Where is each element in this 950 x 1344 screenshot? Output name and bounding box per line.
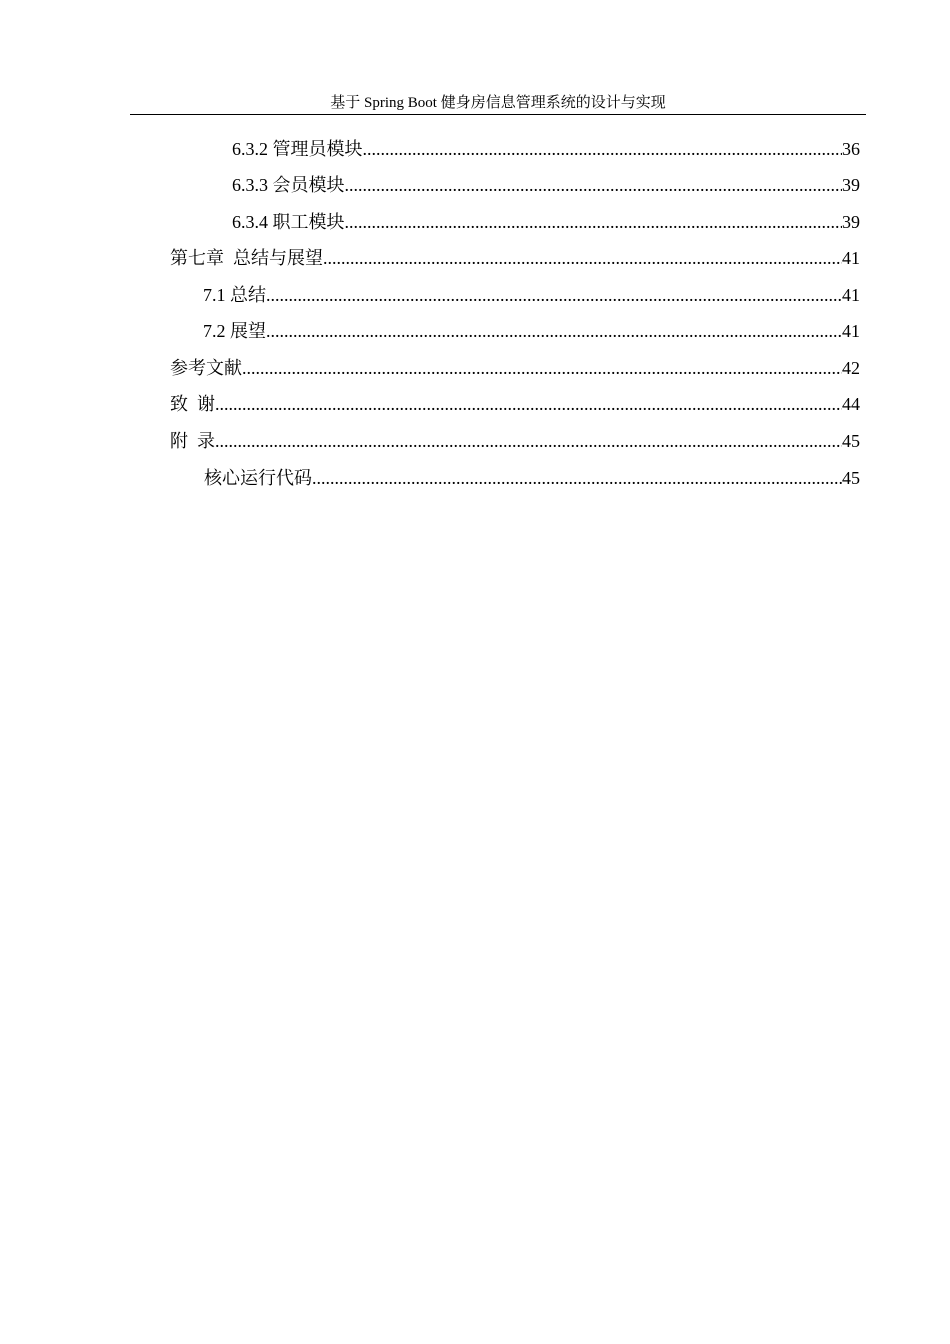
toc-dot-leader bbox=[312, 463, 842, 493]
toc-entry[interactable] bbox=[232, 207, 860, 237]
toc-dot-leader bbox=[215, 389, 842, 419]
toc-entry-title: 第七章 总结与展望 bbox=[170, 248, 323, 268]
toc-entry[interactable] bbox=[203, 280, 860, 310]
toc-entry-page: 41 bbox=[842, 285, 860, 305]
toc-entry-page: 45 bbox=[842, 431, 860, 451]
toc-entry-title: 附 录 bbox=[170, 431, 215, 451]
toc-entry[interactable] bbox=[170, 243, 860, 273]
toc-entry[interactable] bbox=[203, 316, 860, 346]
toc-dot-leader bbox=[323, 243, 842, 273]
toc-dot-leader bbox=[363, 134, 843, 164]
toc-entry-page: 41 bbox=[842, 248, 860, 268]
toc-dot-leader bbox=[345, 207, 843, 237]
toc-entry-title: 核心运行代码 bbox=[204, 468, 312, 488]
toc-entry-page: 45 bbox=[842, 468, 860, 488]
page-header bbox=[130, 92, 866, 115]
toc-entry-title: 参考文献 bbox=[170, 358, 242, 378]
toc-entry-title: 6.3.2 管理员模块 bbox=[232, 139, 363, 159]
toc-entry-title: 6.3.4 职工模块 bbox=[232, 212, 345, 232]
toc-entry[interactable] bbox=[170, 389, 860, 419]
toc-entry-page: 36 bbox=[842, 139, 860, 159]
header-title: 基于 Spring Boot 健身房信息管理系统的设计与实现 bbox=[330, 95, 666, 111]
toc-dot-leader bbox=[242, 353, 842, 383]
toc-entry[interactable] bbox=[204, 463, 860, 493]
toc-dot-leader bbox=[345, 170, 843, 200]
toc-entry-title: 6.3.3 会员模块 bbox=[232, 175, 345, 195]
toc-dot-leader bbox=[266, 280, 842, 310]
toc-entry[interactable] bbox=[170, 426, 860, 456]
toc-dot-leader bbox=[215, 426, 842, 456]
toc-entry-title: 7.2 展望 bbox=[203, 321, 266, 341]
toc-entry-page: 44 bbox=[842, 394, 860, 414]
toc-entry[interactable] bbox=[232, 134, 860, 164]
toc-dot-leader bbox=[266, 316, 842, 346]
toc-entry-title: 致 谢 bbox=[170, 394, 215, 414]
toc-entry-page: 41 bbox=[842, 321, 860, 341]
toc-entry[interactable] bbox=[232, 170, 860, 200]
toc-entry-page: 39 bbox=[842, 212, 860, 232]
toc-entry-page: 39 bbox=[842, 175, 860, 195]
toc-entry-title: 7.1 总结 bbox=[203, 285, 266, 305]
toc-entry-page: 42 bbox=[842, 358, 860, 378]
toc-entry[interactable] bbox=[170, 353, 860, 383]
